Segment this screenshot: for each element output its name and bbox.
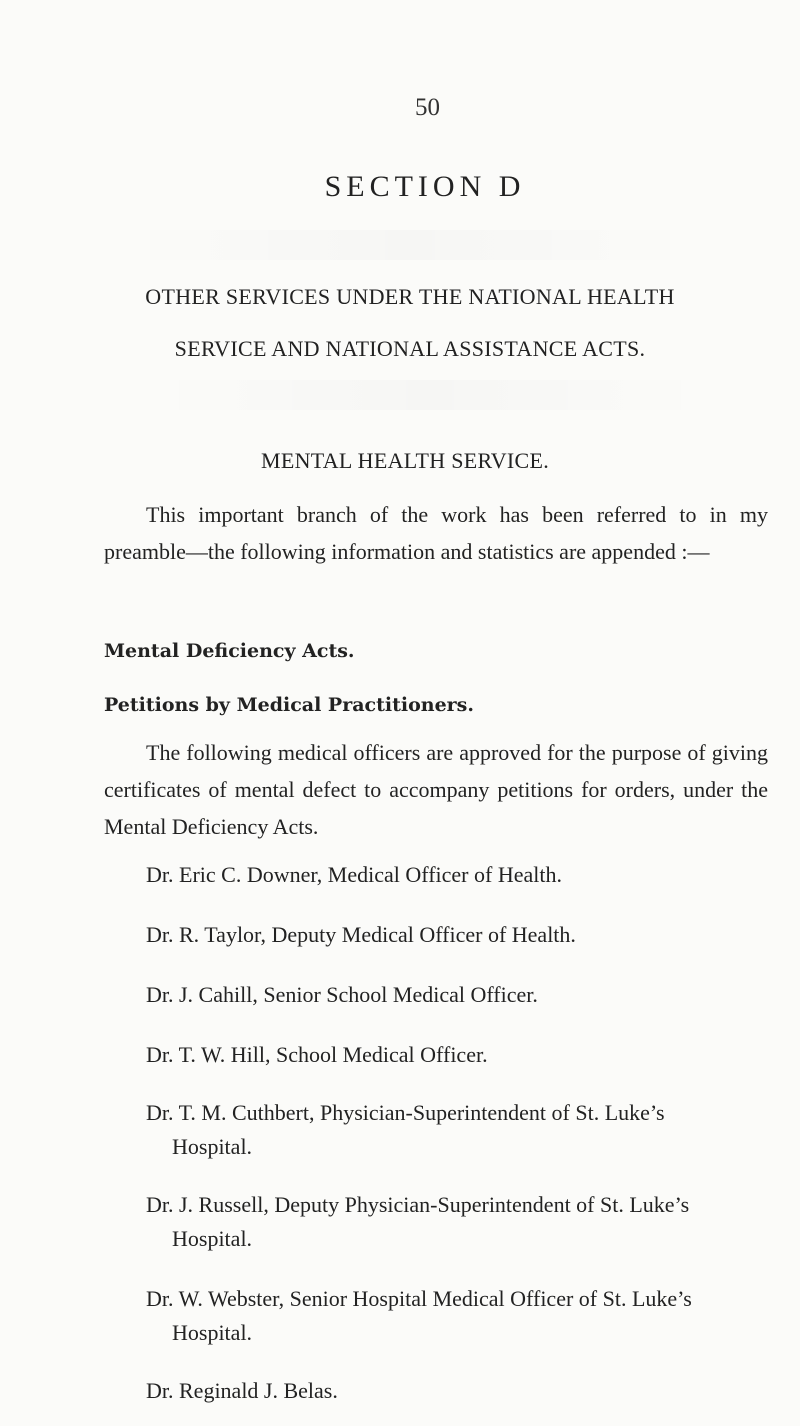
officer-line-continuation: Hospital. [172,1226,253,1251]
officer-entry [146,1188,768,1256]
officer-entry [146,1282,768,1350]
officer-entry [146,918,768,952]
officer-line: Dr. J. Cahill, Senior School Medical Officer. [146,982,538,1007]
officer-line: Dr. R. Taylor, Deputy Medical Officer of Health. [146,922,576,947]
officer-entry [146,1374,768,1408]
officer-entry [146,1038,768,1072]
main-heading-line-1: OTHER SERVICES UNDER THE NATIONAL HEALTH [145,284,675,309]
officer-line: Dr. J. Russell, Deputy Physician-Superintendent of St. Luke’s [146,1192,690,1217]
petitions-paragraph: The following medical officers are approved for the purpose of giving certificates of mental defect to accompany petitions for orders, under the Mental Deficiency Acts. [104,740,768,839]
officer-line-continuation: Hospital. [172,1320,253,1345]
officer-entry [146,858,768,892]
officer-entry [146,978,768,1012]
show-through-texture [120,230,700,260]
officer-line: Dr. Reginald J. Belas. [146,1378,338,1403]
officer-line: Dr. T. W. Hill, School Medical Officer. [146,1042,488,1067]
officer-entry [146,1096,768,1164]
officer-line: Dr. W. Webster, Senior Hospital Medical Officer of St. Luke’s [146,1286,692,1311]
page-number: 50 [415,94,440,121]
mental-deficiency-acts-heading: Mental Deficiency Acts. [104,640,355,662]
main-heading-line-2: SERVICE AND NATIONAL ASSISTANCE ACTS. [174,336,646,361]
intro-paragraph: This important branch of the work has been referred to in my preamble—the following information and statistics are appended :— [104,502,768,564]
section-title: SECTION D [324,170,526,203]
officer-line: Dr. T. M. Cuthbert, Physician-Superintendent of St. Luke’s [146,1100,665,1125]
officer-line: Dr. Eric C. Downer, Medical Officer of Health. [146,862,562,887]
mental-health-service-heading: MENTAL HEALTH SERVICE. [260,448,550,473]
officer-line-continuation: Hospital. [172,1134,253,1159]
show-through-texture [150,380,710,410]
petitions-heading: Petitions by Medical Practitioners. [104,694,474,716]
